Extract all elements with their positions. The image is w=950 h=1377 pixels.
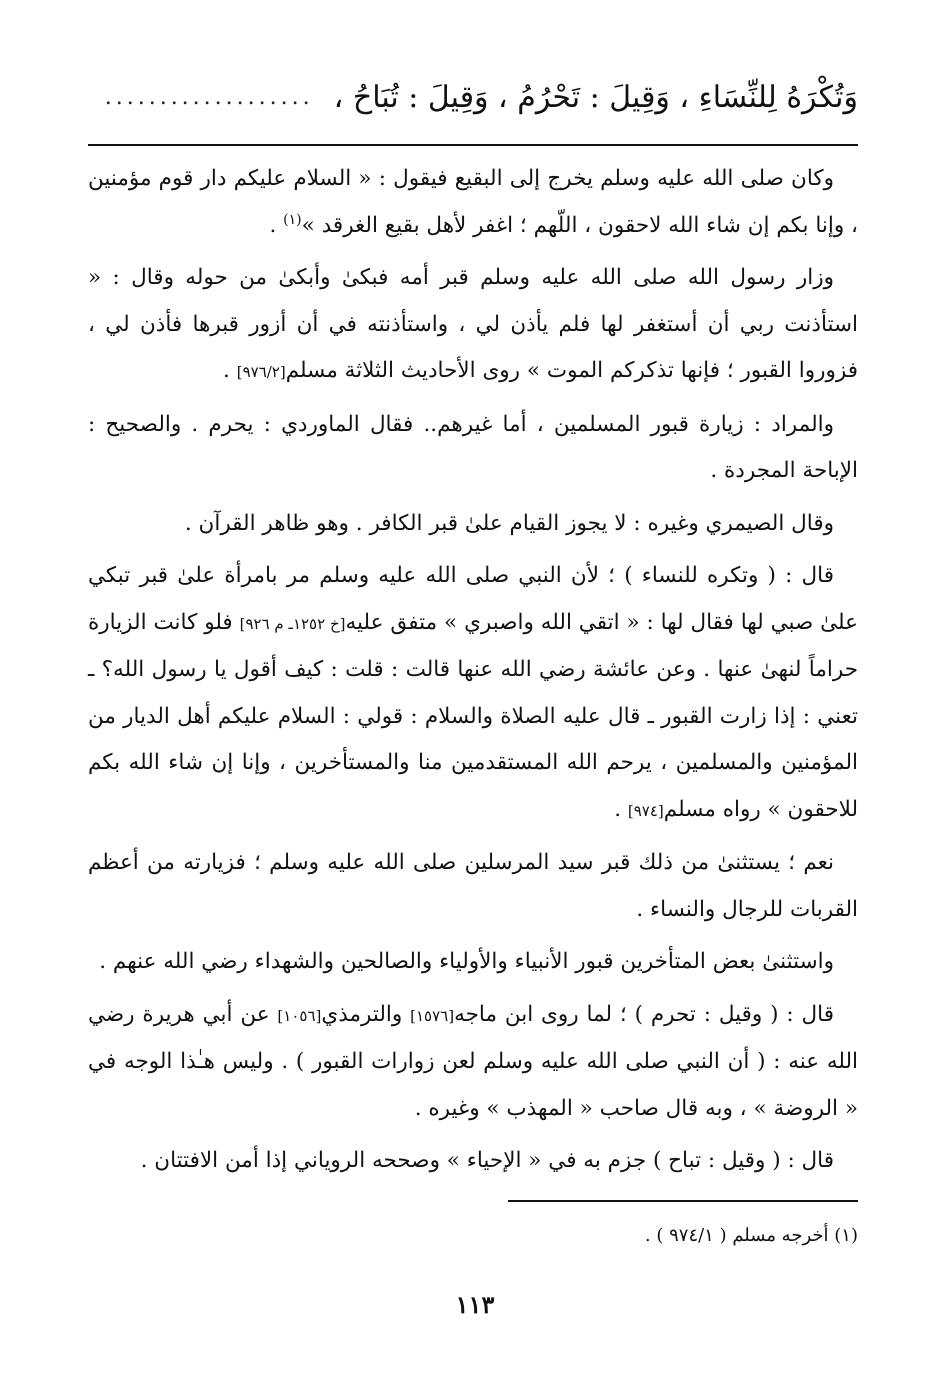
hadith-reference: [خ ١٢٥٢ـ م ٩٢٦]	[239, 614, 346, 633]
hadith-reference: [١٥٧٦]	[410, 1006, 455, 1025]
hadith-reference: [٩٧٦/٢]	[236, 363, 286, 381]
paragraph-text: وزار رسول الله صلى الله عليه وسلم قبر أمه فبكىٰ وأبكىٰ من حوله وقال : « استأذنت ربي أن أستغفر لها فلم يأذن لي ، واستأذنته في أن أزور قبرها فأذن لي ، فزوروا القبور ؛ فإنها تذكركم الموت » روى الأحاديث الثلاثة مسلم	[88, 265, 858, 383]
header-rule	[88, 144, 858, 146]
paragraph-9	[88, 1138, 858, 1185]
page-number: ١١٣	[455, 1290, 495, 1319]
paragraph-text: نعم ؛ يستثنىٰ من ذلك قبر سيد المرسلين صلى الله عليه وسلم ؛ فزيارته من أعظم القربات للرجال والنساء .	[88, 850, 858, 922]
paragraph-text: وقال الصيمري وغيره : لا يجوز القيام علىٰ قبر الكافر . وهو ظاهر القرآن .	[184, 510, 834, 536]
paragraph-text: واستثنىٰ بعض المتأخرين قبور الأنبياء والأولياء والصالحين والشهداء رضي الله عنهم .	[99, 949, 834, 974]
paragraph-6	[88, 840, 858, 933]
running-header	[88, 70, 858, 124]
footnote-rule	[508, 1200, 858, 1202]
paragraph-end: .	[269, 212, 284, 238]
main-text	[88, 156, 858, 1185]
paragraph-4	[88, 501, 858, 548]
paragraph-text: فلو كانت الزيارة حراماً لنهىٰ عنها . وعن عائشة رضي الله عنها قالت : قلت : كيف أقول يا رسول الله؟ ـ تعني : إذا زارت القبور ـ قال عليه الصلاة والسلام : قولي : السلام عليكم أهل الديار من المؤمنين والمسلمين ، يرحم الله المستقدمين منا والمستأخرين ، وإنا إن شاء الله بكم للاحقون » رواه مسلم	[88, 609, 858, 822]
paragraph-7	[88, 939, 858, 986]
footnote	[88, 1222, 858, 1250]
paragraph-text: قال : ( وتكره للنساء ) ؛ لأن النبي صلى الله عليه وسلم مر بامرأة علىٰ قبر تبكي علىٰ صبي لها فقال لها : « اتقي الله واصبري » متفق عليه	[88, 563, 858, 635]
paragraph-text: والترمذي	[321, 1001, 411, 1027]
paragraph-2	[88, 255, 858, 396]
running-header-title: وَتُكْرَهُ لِلنِّسَاءِ ، وَقِيلَ : تَحْرُمُ ، وَقِيلَ : تُبَاحُ ،	[333, 79, 858, 115]
footnote-text: أخرجه مسلم ( ٩٧٤/١ ) .	[644, 1225, 829, 1246]
hadith-reference: [٩٧٤]	[627, 801, 664, 820]
paragraph-5	[88, 553, 858, 834]
paragraph-3	[88, 402, 858, 495]
paragraph-8	[88, 992, 858, 1133]
paragraph-text: عن أبي هريرة رضي الله عنه : ( أن النبي صلى الله عليه وسلم لعن زوارات القبور ) . وليس هـٰذا الوجه في « الروضة » ، وبه قال صاحب « المهذب » وغيره .	[88, 1001, 858, 1121]
paragraph-text: والمراد : زيارة قبور المسلمين ، أما غيرهم.. فقال الماوردي : يحرم . والصحيح : الإباحة المجردة .	[88, 411, 858, 483]
paragraph-end: .	[614, 796, 628, 822]
running-header-dots: ...................	[104, 84, 314, 110]
paragraph-1	[88, 156, 858, 249]
paragraph-text: وكان صلى الله عليه وسلم يخرج إلى البقيع فيقول : « السلام عليكم دار قوم مؤمنين ، وإنا بكم إن شاء الله لاحقون ، اللّهم ؛ اغفر لأهل بقيع الغرقد »	[88, 166, 858, 238]
paragraph-end: .	[223, 358, 237, 383]
footnote-mark[interactable]: (١)	[283, 211, 302, 228]
paragraph-text: قال : ( وقيل : تباح ) جزم به في « الإحياء » وصححه الروياني إذا أمن الافتتان .	[140, 1148, 834, 1173]
paragraph-text: قال : ( وقيل : تحرم ) ؛ لما روى ابن ماجه	[454, 1001, 834, 1027]
hadith-reference: [١٠٥٦]	[277, 1006, 322, 1025]
footnote-number: (١)	[834, 1225, 858, 1246]
